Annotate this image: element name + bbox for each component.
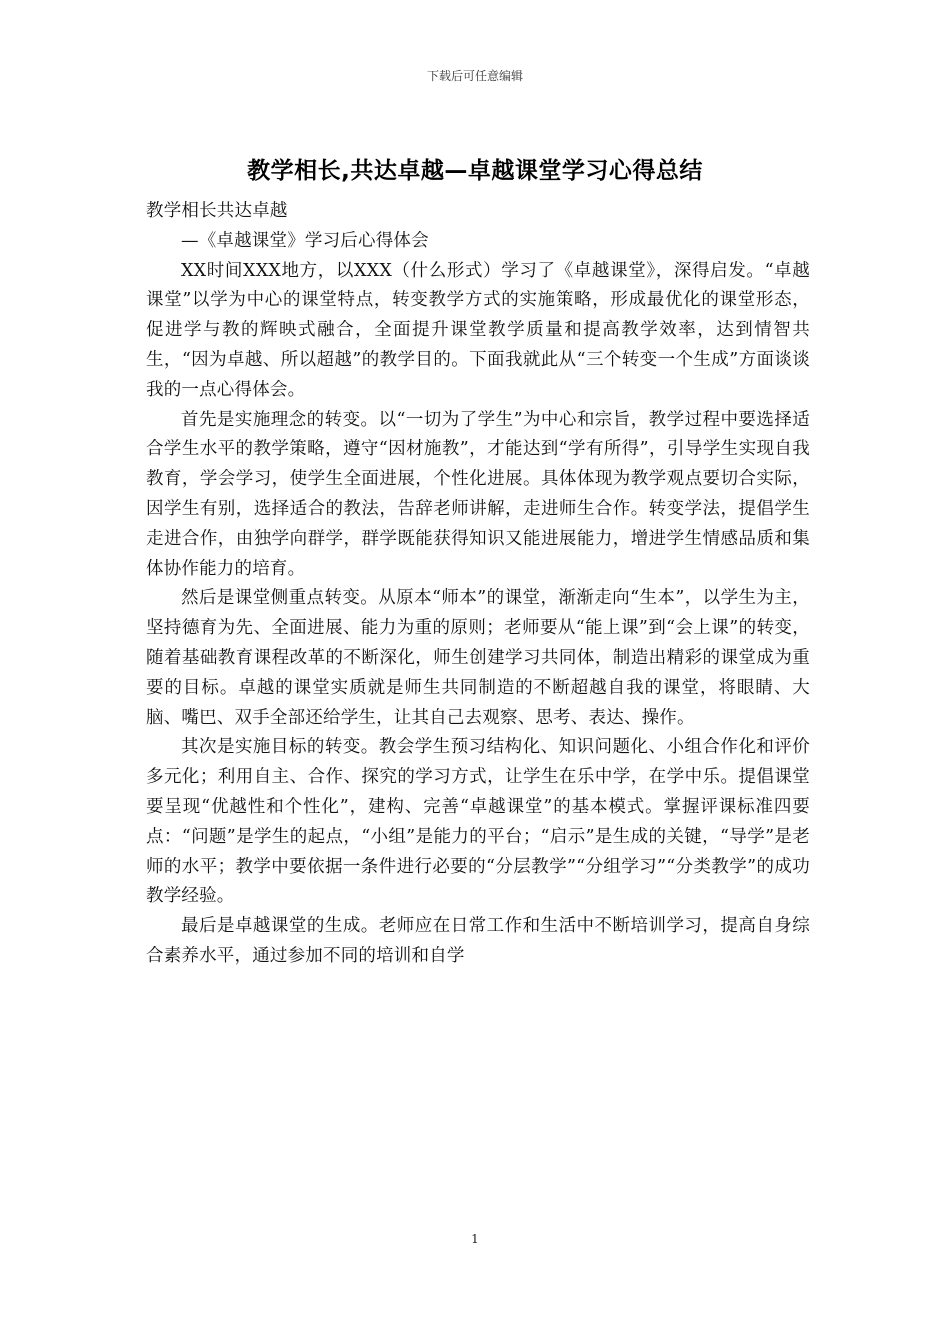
paragraph-concept-change: 首先是实施理念的转变。以“一切为了学生”为中心和宗旨，教学过程中要选择适合学生水平的教学策略，遵守“因材施教”，才能达到“学有所得”，引导学生实现自我教育，学会学习，使学生全面进展，个性化进展。具体体现为教学观点要切合实际，因学生有别，选择适合的教法，告辞老师讲解，走进师生合作。转变学法，提倡学生走进合作，由独学向群学，群学既能获得知识又能进展能力，增进学生情感品质和集体协作能力的培育。 <box>146 409 810 579</box>
subtitle-line: 教学相长共达卓越 <box>146 201 288 221</box>
paragraph-goal-change: 其次是实施目标的转变。教会学生预习结构化、知识问题化、小组合作化和评价多元化；利用自主、合作、探究的学习方式，让学生在乐中学，在学中乐。提倡课堂要呈现“优越性和个性化”，建构、完善“卓越课堂”的基本模式。掌握评课标准四要点：“问题”是学生的起点，“小组”是能力的平台；“启示”是生成的关键，“导学”是老师的水平；教学中要依据一条件进行必要的“分层教学”“分组学习”“分类教学”的成功教学经验。 <box>146 737 810 907</box>
paragraph-focus-change: 然后是课堂侧重点转变。从原本“师本”的课堂，渐渐走向“生本”，以学生为主，坚持德育为先、全面进展、能力为重的原则；老师要从“能上课”到“会上课”的转变，随着基础教育课程改革的不断深化，师生创建学习共同体，制造出精彩的课堂成为重要的目标。卓越的课堂实质就是师生共同制造的不断超越自我的课堂，将眼睛、大脑、嘴巴、双手全部还给学生，让其自己去观察、思考、表达、操作。 <box>146 588 810 728</box>
source-line: —《卓越课堂》学习后心得体会 <box>181 230 429 251</box>
paragraph-generation: 最后是卓越课堂的生成。老师应在日常工作和生活中不断培训学习，提高自身综合素养水平，通过参加不同的培训和自学 <box>146 916 810 966</box>
document-title: 教学相长,共达卓越—卓越课堂学习心得总结 <box>247 158 703 184</box>
paragraph-intro: XX时间XXX地方，以XXX（什么形式）学习了《卓越课堂》，深得启发。“卓越课堂”以学为中心的课堂特点，转变教学方式的实施策略，形成最优化的课堂形态，促进学与教的辉映式融合，全面提升课堂教学质量和提高教学效率，达到情智共生，“因为卓越、所以超越”的教学目的。下面我就此从“三个转变一个生成”方面谈谈我的一点心得体会。 <box>146 260 810 400</box>
page-number: 1 <box>471 1232 479 1246</box>
header-note: 下载后可任意编辑 <box>426 69 523 83</box>
document-body <box>146 197 810 972</box>
